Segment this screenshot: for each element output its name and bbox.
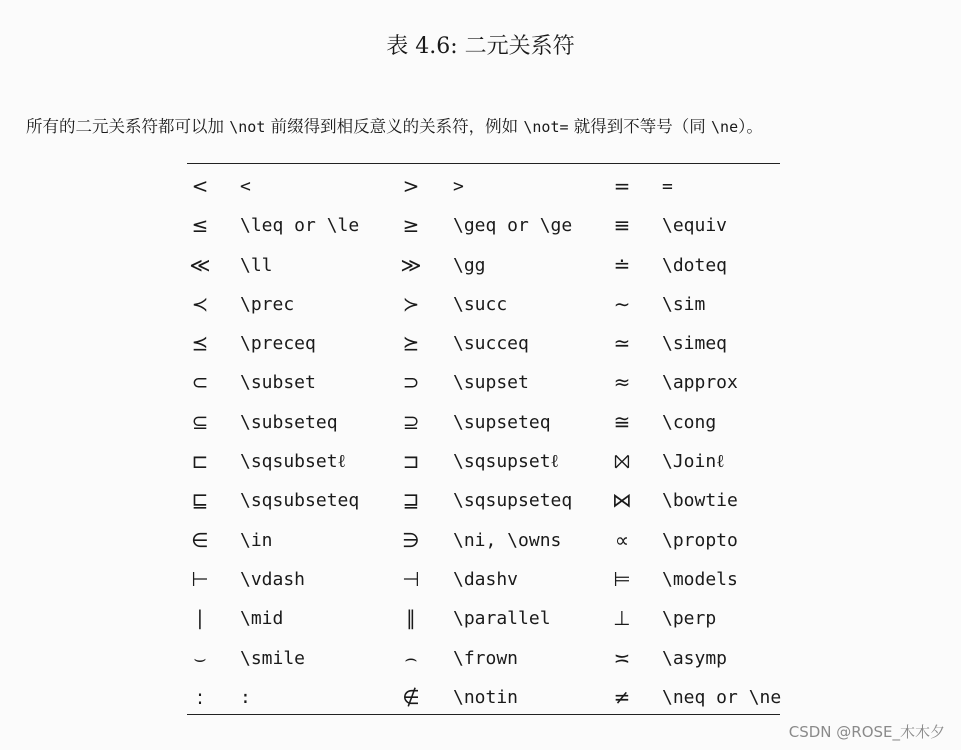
- symbol-cell: ≡: [613, 213, 631, 238]
- symbol-cell: ⊣: [402, 566, 420, 591]
- command-cell: \mid: [240, 608, 284, 630]
- table-row: [187, 560, 780, 599]
- symbol-cell: ⊃: [402, 370, 420, 395]
- symbol-cell: >: [402, 174, 420, 198]
- intro-text-4: ）。: [738, 117, 763, 136]
- table-row: [187, 167, 780, 206]
- command-cell: \supseteq: [453, 411, 551, 433]
- command-cell: \models: [662, 568, 738, 590]
- symbol-cell: ⊒: [402, 488, 420, 513]
- symbol-cell: ⊆: [191, 409, 209, 434]
- symbol-cell: ∉: [402, 684, 420, 709]
- command-cell: \smile: [240, 647, 306, 669]
- symbol-cell: ∥: [406, 606, 416, 631]
- command-cell: \succeq: [453, 333, 529, 355]
- command-cell: \gg: [453, 254, 486, 276]
- table-row: [187, 246, 780, 285]
- symbol-cell: =: [613, 174, 631, 198]
- command-cell: \sqsupseteq: [453, 490, 573, 512]
- command-cell: <: [240, 176, 251, 197]
- command-cell: \subset: [240, 372, 316, 394]
- table-row: [187, 442, 780, 481]
- command-cell: \approx: [662, 372, 738, 394]
- symbol-cell: ⊐: [402, 449, 420, 474]
- intro-code-not: \not: [229, 118, 266, 136]
- symbol-cell: ⊢: [191, 566, 209, 591]
- command-cell: \cong: [662, 411, 717, 433]
- symbol-cell: ⊏: [191, 449, 209, 474]
- symbol-cell: ≥: [402, 213, 420, 238]
- symbol-cell: ≫: [400, 252, 422, 277]
- command-cell: \Joinℓ: [662, 451, 725, 473]
- intro-code-not-equal: \not=: [523, 118, 569, 136]
- intro-text-3: 就得到不等号（同: [568, 117, 712, 136]
- command-cell: \parallel: [453, 608, 551, 630]
- command-cell: \dashv: [453, 568, 519, 590]
- table-caption: 表 4.6: 二元关系符: [386, 34, 575, 59]
- command-cell: \ll: [240, 254, 273, 276]
- symbol-cell: ≃: [613, 331, 631, 356]
- command-cell: =: [662, 176, 673, 197]
- table-row: [187, 481, 780, 520]
- command-cell: \doteq: [662, 254, 728, 276]
- symbol-cell: ⋈: [612, 488, 632, 513]
- command-cell: \simeq: [662, 333, 728, 355]
- command-cell: \propto: [662, 529, 738, 551]
- command-cell: \notin: [453, 686, 519, 708]
- command-cell: \neq or \ne: [662, 686, 782, 708]
- command-cell: \asymp: [662, 647, 728, 669]
- command-cell: \bowtie: [662, 490, 738, 512]
- command-cell: \sqsubsetℓ: [240, 451, 347, 473]
- symbol-cell: ≻: [402, 291, 420, 316]
- table-row: [187, 521, 780, 560]
- symbol-cell: ≐: [613, 252, 631, 277]
- command-cell: \in: [240, 529, 273, 551]
- command-cell: \vdash: [240, 568, 306, 590]
- symbol-cell: <: [191, 174, 209, 198]
- command-cell: \preceq: [240, 333, 316, 355]
- symbol-cell: ≈: [613, 370, 631, 395]
- command-cell: \sim: [662, 293, 706, 315]
- table-row: [187, 403, 780, 442]
- command-cell: \perp: [662, 608, 717, 630]
- symbol-cell: ∋: [402, 527, 420, 552]
- symbol-cell: ⌣: [193, 645, 207, 670]
- symbol-cell: ∣: [195, 606, 205, 631]
- command-cell: \ni, \owns: [453, 529, 562, 551]
- command-cell: \geq or \ge: [453, 215, 573, 237]
- symbol-cell: ∝: [614, 527, 630, 552]
- command-cell: \supset: [453, 372, 529, 394]
- symbol-cell: ⪰: [402, 331, 420, 356]
- table-row: [187, 206, 780, 245]
- intro-text-1: 所有的二元关系符都可以加: [26, 117, 230, 136]
- symbol-cell: ⊂: [191, 370, 209, 395]
- symbol-cell: ⪯: [191, 331, 209, 356]
- symbol-cell: ≤: [191, 213, 209, 238]
- symbol-cell: ⊥: [613, 606, 631, 631]
- symbol-cell: ≺: [191, 291, 209, 316]
- symbol-cell: ≅: [613, 409, 631, 434]
- command-cell: \leq or \le: [240, 215, 360, 237]
- command-cell: \equiv: [662, 215, 728, 237]
- table-row: [187, 599, 780, 638]
- symbol-cell: ∼: [613, 291, 631, 316]
- symbol-cell: ⊨: [613, 566, 631, 591]
- command-cell: \sqsubseteq: [240, 490, 360, 512]
- table-bottom-rule: [187, 714, 780, 715]
- command-cell: \sqsupsetℓ: [453, 451, 560, 473]
- command-cell: \subseteq: [240, 411, 338, 433]
- command-cell: :: [240, 686, 251, 708]
- symbol-cell: ⨝: [613, 449, 631, 474]
- command-cell: \succ: [453, 293, 508, 315]
- command-cell: \prec: [240, 293, 295, 315]
- table-row: [187, 363, 780, 402]
- symbol-cell: ≠: [613, 684, 631, 709]
- intro-paragraph: [26, 113, 946, 141]
- symbol-cell: ∈: [191, 527, 209, 552]
- relation-symbols-table: [187, 167, 780, 717]
- symbol-cell: ⌢: [404, 645, 418, 670]
- symbol-cell: ≍: [613, 645, 631, 670]
- intro-text-2: 前缀得到相反意义的关系符，例如: [265, 117, 524, 136]
- table-row: [187, 639, 780, 678]
- table-row: [187, 285, 780, 324]
- table-row: [187, 678, 780, 717]
- symbol-cell: :: [196, 684, 204, 709]
- symbol-cell: ≪: [189, 252, 211, 277]
- command-cell: \frown: [453, 647, 519, 669]
- intro-code-ne: \ne: [711, 118, 739, 136]
- table-top-rule: [187, 163, 780, 164]
- watermark: CSDN @ROSE_木木夕: [788, 723, 945, 741]
- symbol-cell: ⊑: [191, 488, 209, 513]
- command-cell: >: [453, 176, 464, 197]
- table-row: [187, 324, 780, 363]
- symbol-cell: ⊇: [402, 409, 420, 434]
